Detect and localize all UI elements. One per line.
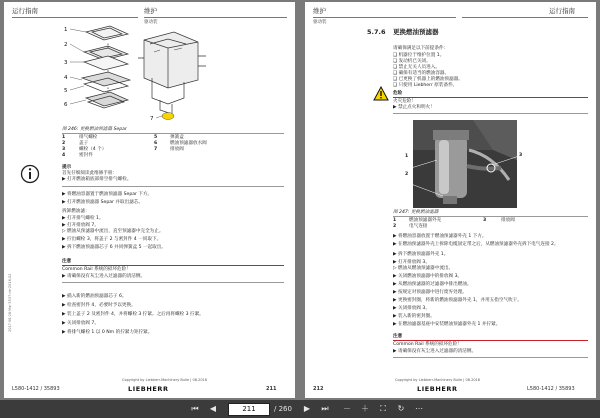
step-line: ▶ 打开排放阀 3。 (393, 260, 430, 265)
zoom-out-icon[interactable]: － (343, 404, 351, 413)
page-right (305, 2, 596, 398)
legend-number: 6 (154, 141, 158, 146)
legend-text: 燃油预滤器放水阀 (170, 141, 207, 146)
legend-text: 排放阀 (170, 147, 184, 152)
prereq-line: ❑ 发动机已关闭。 (393, 59, 431, 64)
legend-text: 燃油预滤器外壳 (409, 218, 442, 223)
fit-page-icon[interactable]: ⛶ (380, 404, 386, 413)
liebherr-logo: LIEBHERR (128, 385, 169, 393)
danger-line: 火灾危险！ (393, 99, 416, 104)
step-line: ▶ 打开排气螺栓 1。 (62, 216, 104, 221)
step-line: ▶ 拆下燃油预滤器外壳 1。 (393, 252, 449, 257)
liebherr-logo: LIEBHERR (417, 385, 458, 393)
caution-title: 注意 (393, 334, 403, 339)
next-page-icon[interactable]: ▶ (303, 404, 311, 413)
divider (393, 113, 588, 114)
page-number-input[interactable]: 211 (228, 403, 270, 416)
step-line: ▶ 装入新的密封圈。 (393, 314, 435, 319)
step-line: ▶ 打开排放阀 7。 (62, 223, 99, 228)
prereq-line: 请确保满足以下前提条件： (393, 46, 449, 51)
legend-text: 盖子 (79, 141, 89, 146)
divider (393, 357, 588, 358)
divider (393, 216, 588, 217)
copyright: Copyright by Liebherr-Machinery Bulle | 08.2018 (395, 378, 481, 382)
page-number: 212 (313, 386, 324, 392)
step-line: ▶ 关闭排放阀 3。 (393, 306, 430, 311)
copyright: Copyright by Liebherr-Machinery Bulle | 08.2018 (122, 378, 208, 382)
step-line: 拆卸燃油滤： (62, 209, 90, 214)
tip-title: 提示 (62, 165, 72, 170)
caution-rule (393, 340, 588, 341)
step-line: ▶ 在燃油预滤器外壳上拆除电缆固定带之后，从燃油预滤器外壳拆下电气连接 2。 (393, 242, 559, 247)
page-header-left: 运行指南 (12, 7, 38, 15)
figure-callout: 3 (519, 153, 523, 158)
page-number: 211 (266, 386, 277, 392)
header-rule (144, 17, 287, 18)
step-line: ▶ 将燃油容器置于燃油预滤器 Separ 下方。 (62, 192, 153, 197)
prereq-line: ❑ 已更换了机器上的燃油预滤器。 (393, 77, 463, 82)
page-subheader: 驱动装 (144, 20, 158, 25)
legend-text: 排气螺栓 (79, 135, 98, 140)
zoom-in-icon[interactable]: ＋ (361, 404, 369, 413)
tip-line: ▶ 打开燃油箱底部排空排气螺栓。 (62, 177, 132, 182)
step-line: ▶ 拧出螺栓 3，将盖子 2 与密封件 4 一同取下。 (62, 237, 162, 242)
page-header-section: 维护 (313, 7, 326, 15)
legend-text: 密封件 (79, 153, 93, 158)
page-left (4, 2, 295, 398)
tip-line: 首先仔细阅读此维修手册： (62, 171, 118, 176)
caution-line: Common Rail 系统的损坏危险！ (393, 342, 462, 347)
doc-code: L580-1412 / 35893 (12, 386, 60, 392)
step-line: ▷ 燃油从燃油预滤器中流出。 (393, 266, 454, 271)
caution-title: 注意 (62, 259, 72, 264)
diagram-callout: 5 (64, 88, 68, 94)
danger-rule (393, 97, 588, 98)
step-line: ▶ 从燃油预滤器的过滤器中排出燃油。 (393, 282, 472, 287)
section-number: 5.7.6 (367, 28, 386, 36)
header-rule (12, 17, 138, 18)
doc-code: L580-1412 / 35893 (527, 386, 575, 392)
page-subheader: 驱动装 (313, 20, 327, 25)
page-header-section: 维护 (144, 7, 157, 15)
diagram-callout: 4 (64, 75, 68, 81)
diagram-callout: 2 (64, 42, 68, 48)
side-document-code: 2017·08·28·Mai·5537·de·2018-02 (8, 273, 12, 332)
caution-rule (62, 265, 284, 266)
step-line: ▷ 燃油从预滤器中流出，直至预滤器中完全为止。 (62, 229, 164, 234)
prereq-line: ❑ 机器位于维护位置 1。 (393, 53, 445, 58)
step-line: ▶ 将排气螺栓 1 以 0 Nm 的拧紧力矩拧紧。 (62, 330, 153, 335)
warning-triangle-icon (373, 86, 389, 101)
divider (62, 186, 284, 187)
step-line: ▶ 关闭排放阀 7。 (62, 321, 99, 326)
diagram-callout: 3 (64, 60, 68, 66)
legend-text: 螺栓（4 个） (79, 147, 107, 152)
diagram-callout: 1 (64, 27, 68, 33)
legend-text: 排放阀 (501, 218, 515, 223)
step-line: ▶ 按规定对预滤器中进行废弃处理。 (393, 290, 467, 295)
step-line: ▶ 检查密封件 4，必要时予以更换。 (62, 303, 136, 308)
legend-number: 1 (62, 135, 66, 140)
previous-page-icon[interactable]: ◀ (209, 404, 217, 413)
first-page-icon[interactable]: ⏮ (191, 404, 199, 413)
prereq-line: ❑ 只使用 Liebherr 原装备件。 (393, 83, 458, 88)
rotate-icon[interactable]: ↻ (397, 404, 405, 413)
fuel-prefilter-diagram (62, 22, 212, 126)
legend-number: 7 (154, 147, 158, 152)
legend-number: 5 (154, 135, 158, 140)
divider (62, 133, 284, 134)
caution-line: ▶ 请确保没有灰尘进入过滤器的清洁侧。 (393, 349, 477, 354)
legend-text: 弹簧盒 (170, 135, 184, 140)
step-line: ▶ 将燃油容器放置于燃油预滤器外壳 1 下方。 (393, 234, 487, 239)
prereq-line: ❑ 禁止无关人员进入。 (393, 65, 440, 70)
danger-title: 危险 (393, 91, 403, 96)
legend-number: 3 (62, 147, 66, 152)
danger-line: ▶ 禁止点火和明火！ (393, 105, 435, 110)
section-title: 更换燃油预滤器 (393, 28, 439, 36)
figure-caption: 图 246: 更换燃油预滤器 Separ (62, 127, 127, 132)
legend-number: 2 (62, 141, 66, 146)
more-options-icon[interactable]: ⋯ (415, 404, 423, 413)
step-line: ▶ 打开燃油预滤器 Separ 并取出滤芯。 (62, 200, 143, 205)
step-line: ▶ 插入新的燃油预滤器芯子 6。 (62, 294, 127, 299)
step-line: ▶ 更换密封圈，将新的燃油预滤器外壳 1，并用五指空气吹干。 (393, 298, 522, 303)
page-header-right: 运行指南 (549, 7, 575, 15)
header-rule (313, 17, 456, 18)
legend-text: 电气连接 (409, 224, 428, 229)
legend-number: 3 (483, 218, 487, 223)
viewer-toolbar (0, 400, 600, 418)
divider (62, 282, 284, 283)
figure-callout: 2 (405, 172, 409, 177)
step-line: ▶ 关闭燃油预滤器中的排放阀 3。 (393, 274, 463, 279)
fuel-prefilter-photo (413, 120, 517, 208)
step-line: ▶ 在燃油滤器基座中安装燃油预滤器外壳 1 并拧紧。 (393, 322, 501, 327)
last-page-icon[interactable]: ⏭ (321, 404, 329, 413)
prereq-line: ❑ 确保有适当的燃油容器。 (393, 71, 450, 76)
info-icon (20, 164, 40, 184)
page-total: / 260 (274, 405, 292, 413)
legend-number: 1 (393, 218, 397, 223)
diagram-callout: 7 (150, 116, 154, 122)
figure-caption: 图 247: 更换燃油滤器 (393, 210, 439, 215)
legend-number: 4 (62, 153, 66, 158)
step-line: ▶ 拆下燃油预滤器芯子 6 并同弹簧盒 5 一起取出。 (62, 245, 166, 250)
figure-callout: 1 (405, 154, 409, 159)
caution-line: Common Rail 系统的损坏危险！ (62, 267, 131, 272)
header-rule (462, 17, 588, 18)
diagram-callout: 6 (64, 102, 68, 108)
legend-number: 2 (393, 224, 397, 229)
step-line: ▶ 装上盖子 2 及密封件 4，并将螺栓 3 拧紧。之后再将螺栓 3 拧紧。 (62, 312, 204, 317)
caution-line: ▶ 请确保没有灰尘进入过滤器的清洁侧。 (62, 274, 146, 279)
